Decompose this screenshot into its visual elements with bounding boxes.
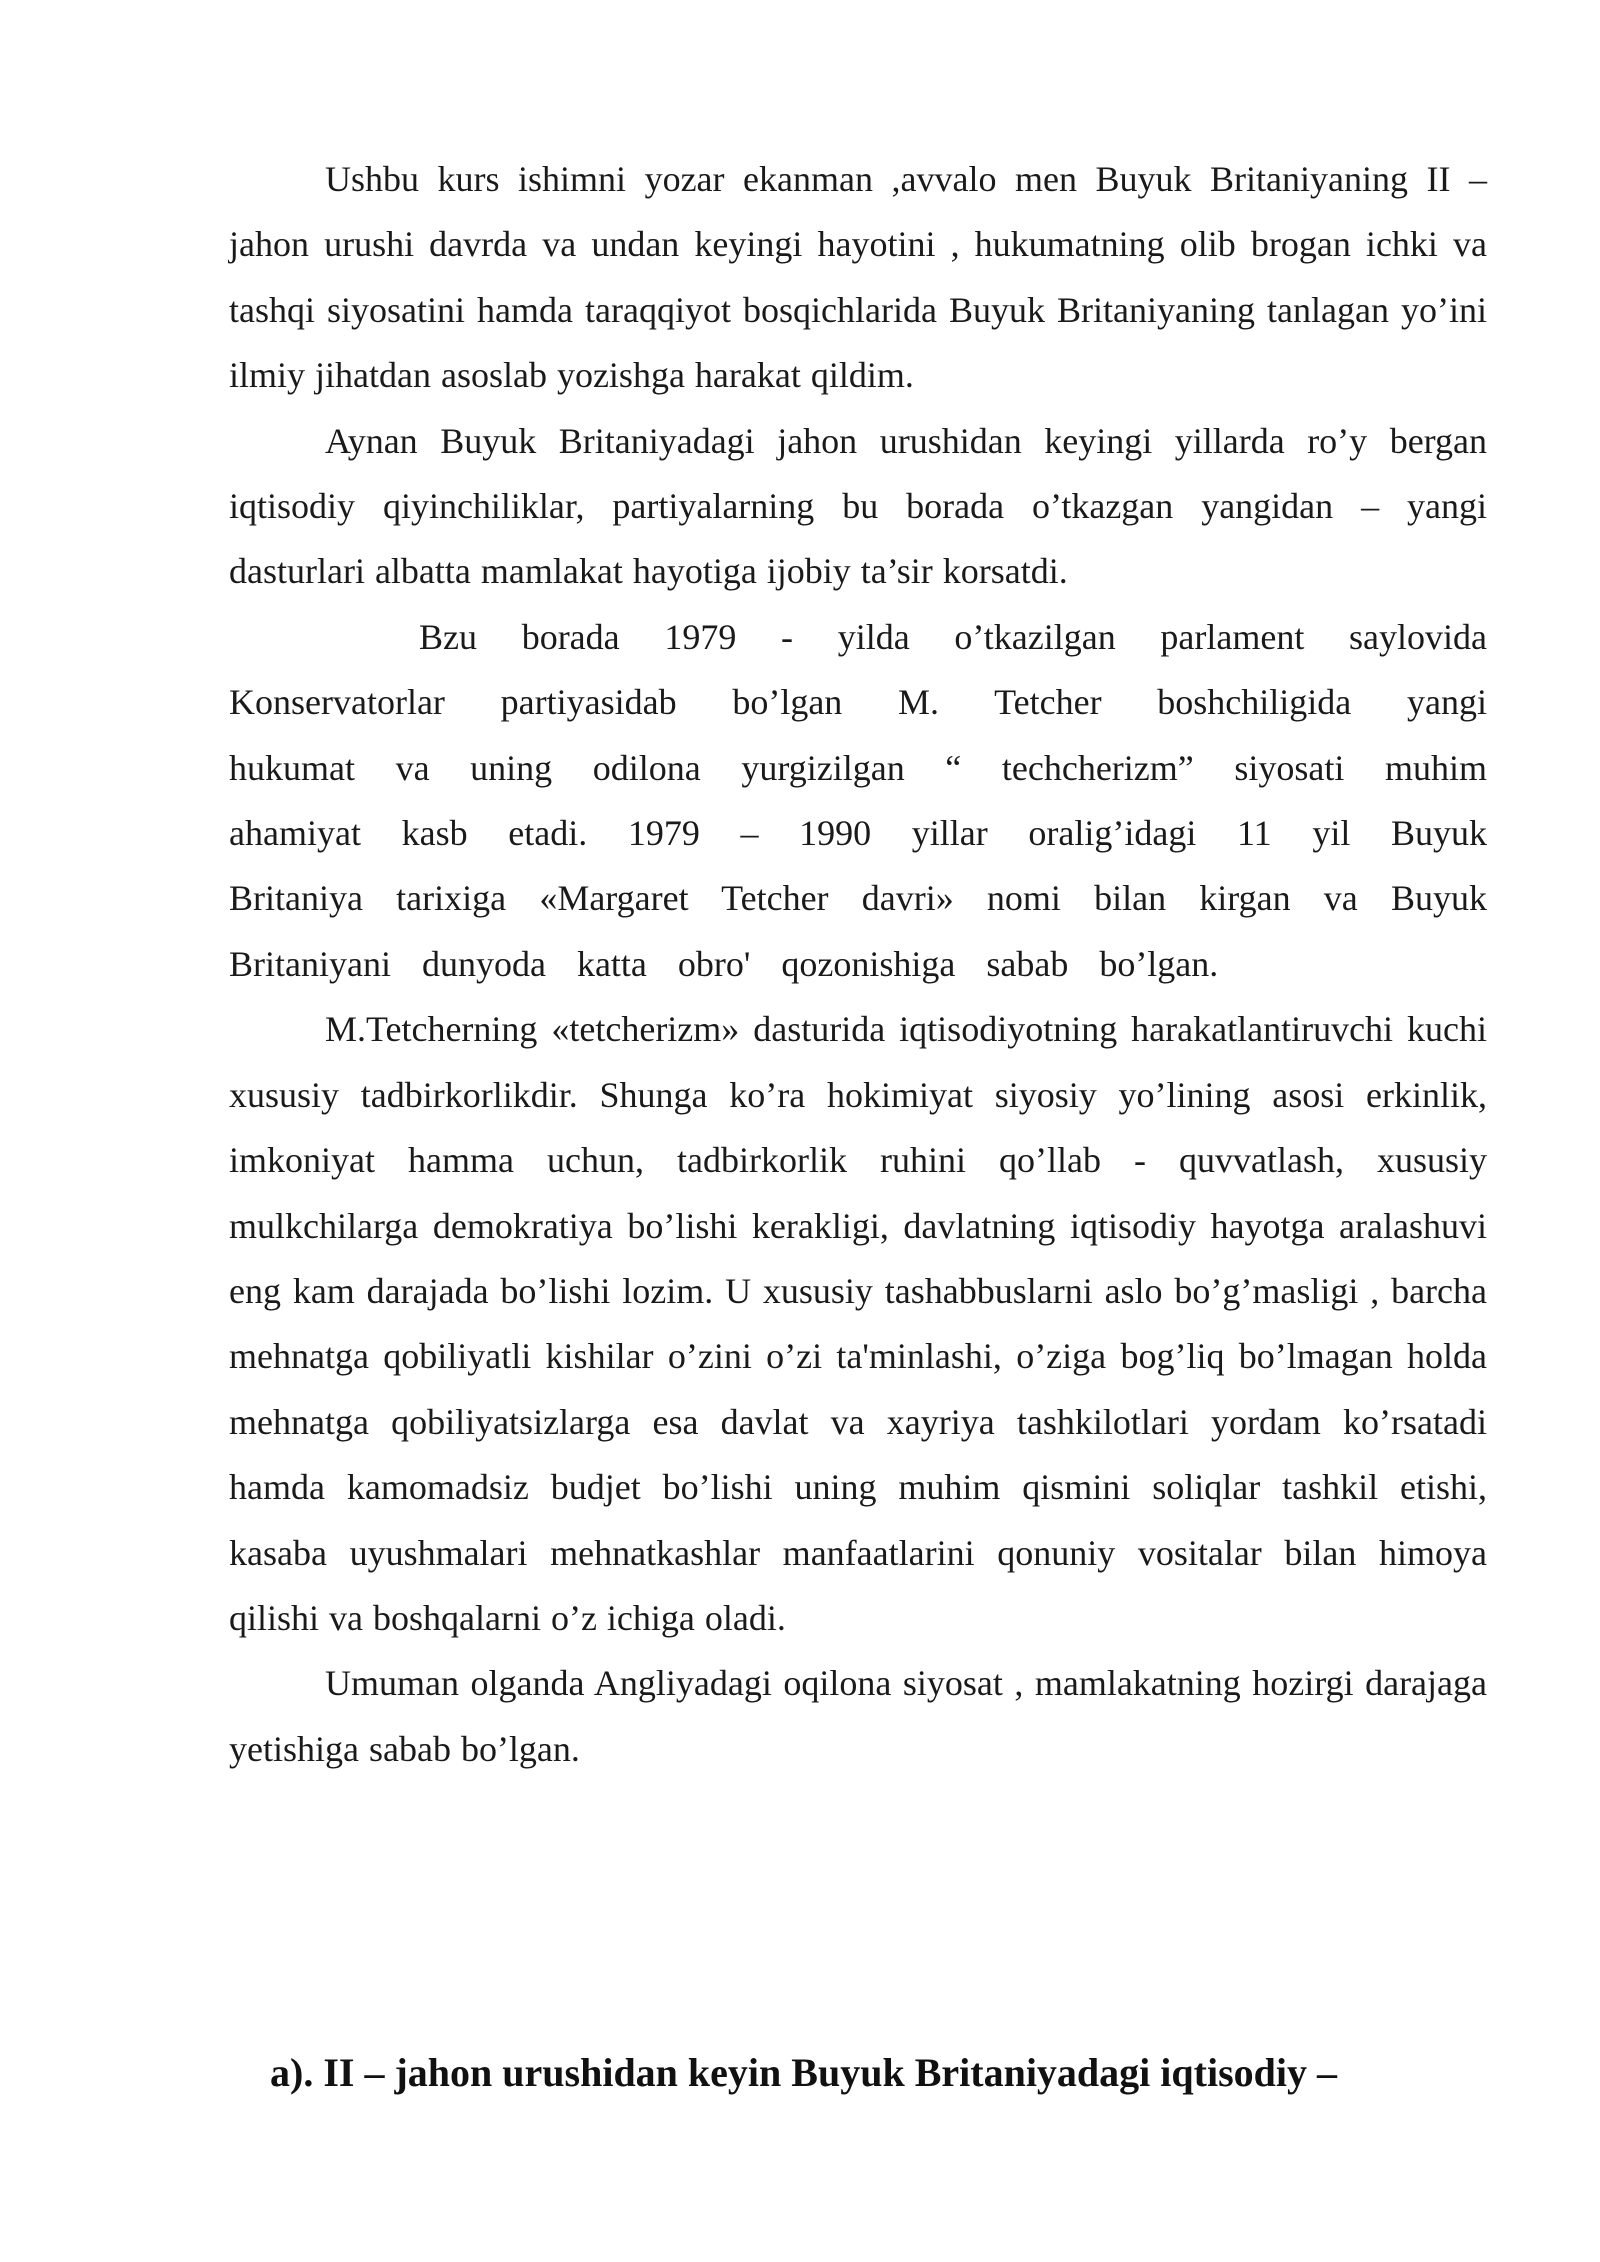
paragraph-economic-difficulties: Aynan Buyuk Britaniyadagi jahon urushidan keyingi yillarda ro’y bergan iqtisodiy qiyinchiliklar, partiyalarning bu borada o’tkazgan yangidan – yangi dasturlari albatta mamlakat hayotiga ijobiy ta’sir korsatdi. xyxy=(229,420,1487,592)
paragraph-intro: Ushbu kurs ishimni yozar ekanman ,avvalo men Buyuk Britaniyaning II – jahon urushi davrda va undan keyingi hayotini , hukumatning olib brogan ichki va tashqi siyosatini hamda taraqqiyot bosqichlarida Buyuk Britaniyaning tanlagan yo’ini ilmiy jihatdan asoslab yozishga harakat qildim. xyxy=(229,159,1487,396)
section-heading: a). II – jahon urushidan keyin Buyuk Britaniyadagi iqtisodiy – xyxy=(270,2050,1338,2095)
paragraph-thatcherism-program: M.Tetcherning «tetcherizm» dasturida iqtisodiyotning harakatlantiruvchi kuchi xususiy tadbirkorlikdir. Shunga ko’ra hokimiyat siyosiy yo’lining asosi erkinlik, imkoniyat hamma uchun, tadbirkorlik ruhini qo’llab - quvvatlash, xususiy mulkchilarga demokratiya bo’lishi kerakligi, davlatning iqtisodiy hayotga aralashuvi eng kam darajada bo’lishi lozim. U xususiy tashabbuslarni aslo bo’g’masligi , barcha mehnatga qobiliyatli kishilar o’zini o’zi ta'minlashi, o’ziga bog’liq bo’lmagan holda mehnatga qobiliyatsizlarga esa davlat va xayriya tashkilotlari yordam ko’rsatadi hamda kamomadsiz budjet bo’lishi uning muhim qismini soliqlar tashkil etishi, kasaba uyushmalari mehnatkashlar manfaatlarini qonuniy vositalar bilan himoya qilishi va boshqalarni o’z ichiga oladi. xyxy=(229,1009,1487,1638)
document-body xyxy=(229,147,1487,1782)
paragraph-1979-elections: Bzu borada 1979 - yilda o’tkazilgan parlament saylovida Konservatorlar partiyasidab bo’lgan M. Tetcher boshchiligida yangi hukumat va uning odilona yurgizilgan “ techcherizm” siyosati muhim ahamiyat kasb etadi. 1979 – 1990 yillar oralig’idagi 11 yil Buyuk Britaniya tarixiga «Margaret Tetcher davri» nomi bilan kirgan va Buyuk Britaniyani dunyoda katta obro' qozonishiga sabab bo’lgan. xyxy=(229,616,1487,984)
paragraph-conclusion: Umuman olganda Angliyadagi oqilona siyosat , mamlakatning hozirgi darajaga yetishiga sabab bo’lgan. xyxy=(229,1663,1487,1769)
